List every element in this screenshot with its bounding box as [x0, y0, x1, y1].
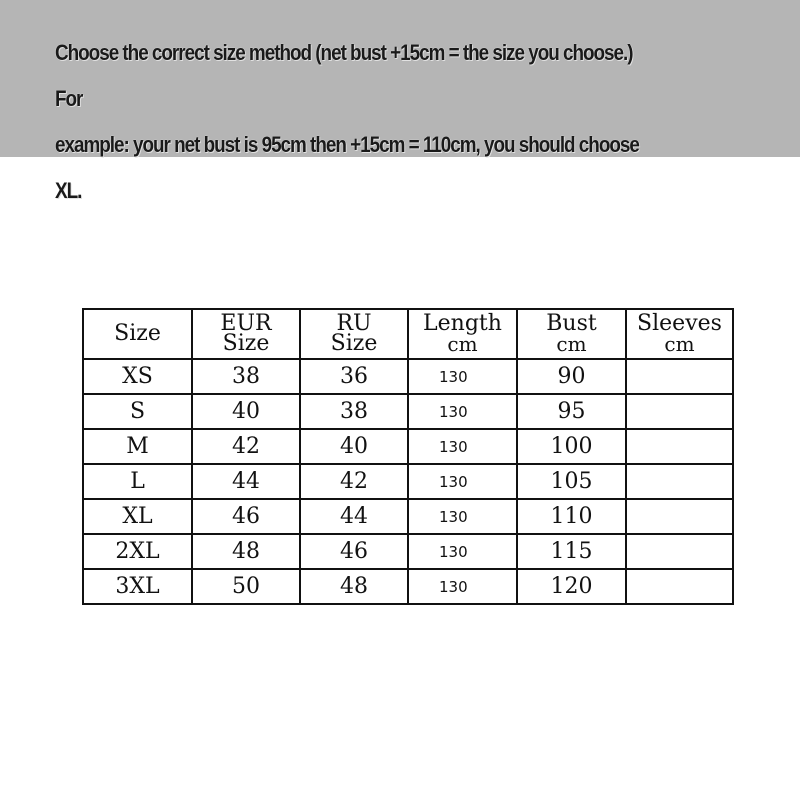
cell-size: XS — [83, 359, 192, 394]
cell-size: 3XL — [83, 569, 192, 604]
cell-eur: 42 — [192, 429, 300, 464]
instruction-banner — [0, 0, 800, 203]
header-bust-label: Bust — [546, 311, 597, 336]
cell-sleeves — [626, 569, 733, 604]
header-bust — [517, 309, 626, 359]
cell-bust: 105 — [517, 464, 626, 499]
cell-sleeves — [626, 394, 733, 429]
table-row — [83, 429, 733, 464]
header-eur-size — [192, 309, 300, 359]
instruction-line-1: Choose the correct size method (net bust +15cm = the size you choose.) For — [55, 40, 633, 111]
header-ru-size — [300, 309, 408, 359]
header-size — [83, 309, 192, 359]
cell-size: 2XL — [83, 534, 192, 569]
cell-length: 130 — [408, 499, 517, 534]
cell-sleeves — [626, 359, 733, 394]
cell-sleeves — [626, 499, 733, 534]
cell-bust: 110 — [517, 499, 626, 534]
cell-length: 130 — [408, 534, 517, 569]
cell-eur: 48 — [192, 534, 300, 569]
cell-ru: 36 — [300, 359, 408, 394]
cell-eur: 38 — [192, 359, 300, 394]
size-table — [82, 308, 734, 605]
cell-ru: 44 — [300, 499, 408, 534]
cell-ru: 48 — [300, 569, 408, 604]
table-header-row — [83, 309, 733, 359]
cell-ru: 40 — [300, 429, 408, 464]
header-length-label: Length — [423, 311, 502, 336]
header-ru-sub: Size — [330, 331, 378, 356]
cell-size: XL — [83, 499, 192, 534]
table-row — [83, 359, 733, 394]
cell-eur: 46 — [192, 499, 300, 534]
table-row — [83, 534, 733, 569]
header-sleeves — [626, 309, 733, 359]
header-ru-label: RU — [336, 311, 372, 336]
cell-size: M — [83, 429, 192, 464]
header-sleeves-label: Sleeves — [637, 311, 722, 336]
cell-length: 130 — [408, 569, 517, 604]
cell-size: S — [83, 394, 192, 429]
table-row — [83, 464, 733, 499]
table-row — [83, 499, 733, 534]
table-row — [83, 569, 733, 604]
cell-eur: 40 — [192, 394, 300, 429]
header-eur-sub: Size — [222, 331, 270, 356]
cell-bust: 95 — [517, 394, 626, 429]
cell-length: 130 — [408, 429, 517, 464]
cell-size: L — [83, 464, 192, 499]
header-sleeves-unit: cm — [664, 332, 695, 356]
cell-ru: 46 — [300, 534, 408, 569]
cell-sleeves — [626, 534, 733, 569]
cell-bust: 115 — [517, 534, 626, 569]
header-bust-unit: cm — [556, 332, 587, 356]
cell-length: 130 — [408, 394, 517, 429]
header-eur-label: EUR — [220, 311, 272, 336]
cell-eur: 50 — [192, 569, 300, 604]
header-length-unit: cm — [447, 332, 478, 356]
cell-eur: 44 — [192, 464, 300, 499]
cell-ru: 38 — [300, 394, 408, 429]
instruction-line-2: example: your net bust is 95cm then +15cm = 110cm, you should choose — [55, 132, 639, 157]
instruction-line-3: XL. — [55, 178, 82, 203]
cell-ru: 42 — [300, 464, 408, 499]
cell-sleeves — [626, 429, 733, 464]
cell-length: 130 — [408, 464, 517, 499]
cell-bust: 90 — [517, 359, 626, 394]
cell-bust: 120 — [517, 569, 626, 604]
instruction-text — [55, 30, 657, 214]
header-size-label: Size — [114, 321, 161, 346]
cell-sleeves — [626, 464, 733, 499]
cell-bust: 100 — [517, 429, 626, 464]
table-row — [83, 394, 733, 429]
header-length — [408, 309, 517, 359]
cell-length: 130 — [408, 359, 517, 394]
